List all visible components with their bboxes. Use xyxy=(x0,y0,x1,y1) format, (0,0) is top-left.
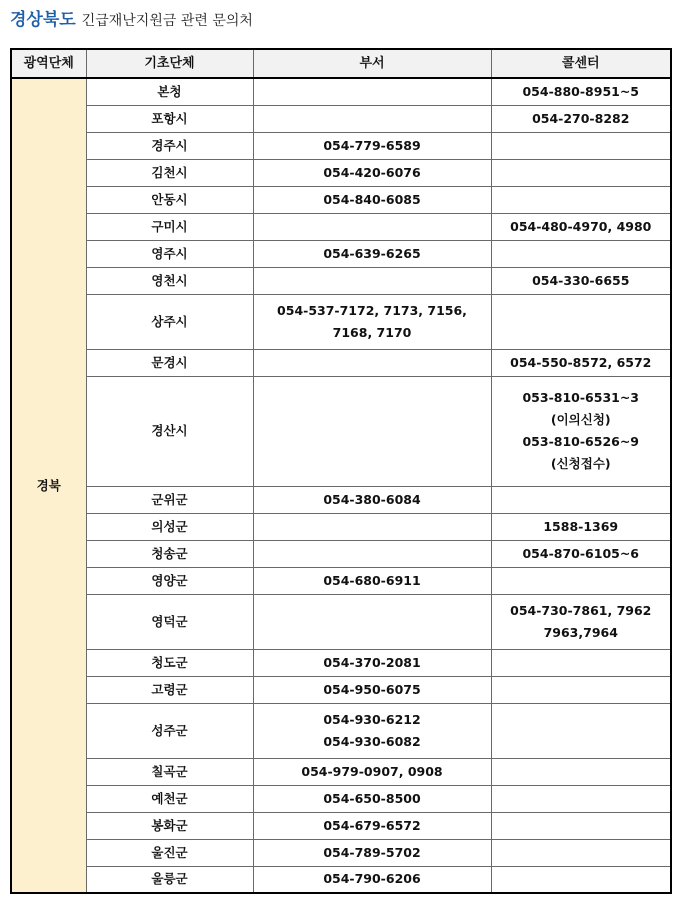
department-cell xyxy=(253,866,491,893)
department-cell xyxy=(253,78,491,105)
table-row xyxy=(11,267,671,294)
municipality-cell: 칠곡군 xyxy=(86,758,253,785)
table-row xyxy=(11,349,671,376)
table-row xyxy=(11,486,671,513)
call-center-phone: 054-880-8951~5 xyxy=(522,83,640,99)
call-center-cell xyxy=(491,186,671,213)
department-cell xyxy=(253,349,491,376)
call-center-cell xyxy=(491,758,671,785)
municipality-cell: 울진군 xyxy=(86,839,253,866)
municipality-cell: 영양군 xyxy=(86,567,253,594)
call-center-phone: 053-810-6526~9 xyxy=(522,434,640,449)
table-row xyxy=(11,159,671,186)
department-cell xyxy=(253,758,491,785)
call-center-cell xyxy=(491,267,671,294)
table-row xyxy=(11,567,671,594)
table-row xyxy=(11,703,671,758)
department-cell xyxy=(253,540,491,567)
call-center-cell xyxy=(491,486,671,513)
department-cell xyxy=(253,567,491,594)
call-center-phone: 054-870-6105~6 xyxy=(522,545,640,561)
municipality-cell: 경주시 xyxy=(86,132,253,159)
department-phone: 054-930-6212 xyxy=(323,711,421,727)
table-row xyxy=(11,676,671,703)
municipality-cell: 청송군 xyxy=(86,540,253,567)
department-cell xyxy=(253,186,491,213)
municipality-cell: 의성군 xyxy=(86,513,253,540)
title-region: 경상북도 xyxy=(10,10,76,30)
header-department: 부서 xyxy=(253,49,491,78)
department-cell xyxy=(253,132,491,159)
call-center-cell xyxy=(491,513,671,540)
call-center-cell xyxy=(491,78,671,105)
table-row xyxy=(11,78,671,105)
department-phone: 054-380-6084 xyxy=(323,491,421,507)
department-cell xyxy=(253,812,491,839)
department-cell xyxy=(253,703,491,758)
municipality-cell: 영천시 xyxy=(86,267,253,294)
call-center-phone: 7963,7964 xyxy=(543,624,618,640)
call-center-cell xyxy=(491,540,671,567)
call-center-phone: 054-550-8572, 6572 xyxy=(510,354,652,370)
municipality-cell: 본청 xyxy=(86,78,253,105)
call-center-phone: 1588-1369 xyxy=(543,518,619,534)
call-center-cell xyxy=(491,376,671,486)
department-cell xyxy=(253,159,491,186)
department-cell xyxy=(253,649,491,676)
municipality-cell: 상주시 xyxy=(86,294,253,349)
call-center-phone: 054-480-4970, 4980 xyxy=(510,218,652,234)
department-phone: 054-537-7172, 7173, 7156, xyxy=(277,302,467,318)
header-province: 광역단체 xyxy=(11,49,86,78)
table-row xyxy=(11,376,671,486)
department-phone: 054-679-6572 xyxy=(323,817,421,833)
title-text: 긴급재난지원금 관련 문의처 xyxy=(81,13,253,29)
department-phone: 054-950-6075 xyxy=(323,681,421,697)
table-row xyxy=(11,540,671,567)
municipality-cell: 성주군 xyxy=(86,703,253,758)
call-center-cell xyxy=(491,594,671,649)
table-row xyxy=(11,294,671,349)
header-row xyxy=(11,49,671,78)
municipality-cell: 울릉군 xyxy=(86,866,253,893)
table-row xyxy=(11,649,671,676)
department-phone: 054-790-6206 xyxy=(323,871,421,887)
municipality-cell: 포항시 xyxy=(86,105,253,132)
call-center-cell xyxy=(491,159,671,186)
department-phone: 054-639-6265 xyxy=(323,245,421,261)
table-row xyxy=(11,758,671,785)
department-cell xyxy=(253,676,491,703)
table-row xyxy=(11,240,671,267)
department-phone: 054-840-6085 xyxy=(323,191,421,207)
contact-table xyxy=(10,48,672,894)
header-municipality: 기초단체 xyxy=(86,49,253,78)
table-row xyxy=(11,839,671,866)
call-center-cell xyxy=(491,132,671,159)
table-row xyxy=(11,866,671,893)
call-center-cell xyxy=(491,294,671,349)
table-row xyxy=(11,513,671,540)
table-row xyxy=(11,812,671,839)
call-center-phone: 053-810-6531~3 xyxy=(522,390,640,405)
department-cell xyxy=(253,213,491,240)
call-center-cell xyxy=(491,785,671,812)
municipality-cell: 영주시 xyxy=(86,240,253,267)
municipality-cell: 김천시 xyxy=(86,159,253,186)
municipality-cell: 봉화군 xyxy=(86,812,253,839)
municipality-cell: 안동시 xyxy=(86,186,253,213)
table-row xyxy=(11,785,671,812)
call-center-phone: 054-730-7861, 7962 xyxy=(510,602,652,618)
department-phone: 054-930-6082 xyxy=(323,733,421,749)
call-center-cell xyxy=(491,866,671,893)
department-phone: 054-789-5702 xyxy=(323,844,421,860)
call-center-cell xyxy=(491,349,671,376)
department-cell xyxy=(253,376,491,486)
header-call-center: 콜센터 xyxy=(491,49,671,78)
municipality-cell: 문경시 xyxy=(86,349,253,376)
department-phone: 054-979-0907, 0908 xyxy=(301,763,443,779)
call-center-cell xyxy=(491,839,671,866)
page-title xyxy=(10,6,253,34)
department-cell xyxy=(253,294,491,349)
department-cell xyxy=(253,594,491,649)
municipality-cell: 군위군 xyxy=(86,486,253,513)
call-center-phone: (이의신청) xyxy=(550,412,611,427)
call-center-cell xyxy=(491,703,671,758)
municipality-cell: 청도군 xyxy=(86,649,253,676)
call-center-cell xyxy=(491,812,671,839)
department-cell xyxy=(253,785,491,812)
municipality-cell: 구미시 xyxy=(86,213,253,240)
department-cell xyxy=(253,240,491,267)
department-phone: 054-779-6589 xyxy=(323,137,421,153)
call-center-phone: (신청접수) xyxy=(550,456,611,471)
call-center-cell xyxy=(491,240,671,267)
department-cell xyxy=(253,105,491,132)
municipality-cell: 영덕군 xyxy=(86,594,253,649)
department-phone: 054-370-2081 xyxy=(323,654,421,670)
municipality-cell: 예천군 xyxy=(86,785,253,812)
call-center-cell xyxy=(491,567,671,594)
call-center-phone: 054-330-6655 xyxy=(532,272,630,288)
table-row xyxy=(11,132,671,159)
call-center-cell xyxy=(491,213,671,240)
department-cell xyxy=(253,486,491,513)
department-phone: 054-420-6076 xyxy=(323,164,421,180)
municipality-cell: 고령군 xyxy=(86,676,253,703)
department-phone: 054-680-6911 xyxy=(323,572,421,588)
department-cell xyxy=(253,513,491,540)
province-cell: 경북 xyxy=(11,78,86,893)
call-center-cell xyxy=(491,676,671,703)
department-cell xyxy=(253,267,491,294)
table-row xyxy=(11,186,671,213)
department-cell xyxy=(253,839,491,866)
table-body xyxy=(11,78,671,893)
department-phone: 054-650-8500 xyxy=(323,790,421,806)
municipality-cell: 경산시 xyxy=(86,376,253,486)
call-center-cell xyxy=(491,649,671,676)
table-row xyxy=(11,594,671,649)
department-phone: 7168, 7170 xyxy=(332,324,412,340)
call-center-cell xyxy=(491,105,671,132)
call-center-phone: 054-270-8282 xyxy=(532,110,630,126)
table-row xyxy=(11,105,671,132)
table-row xyxy=(11,213,671,240)
